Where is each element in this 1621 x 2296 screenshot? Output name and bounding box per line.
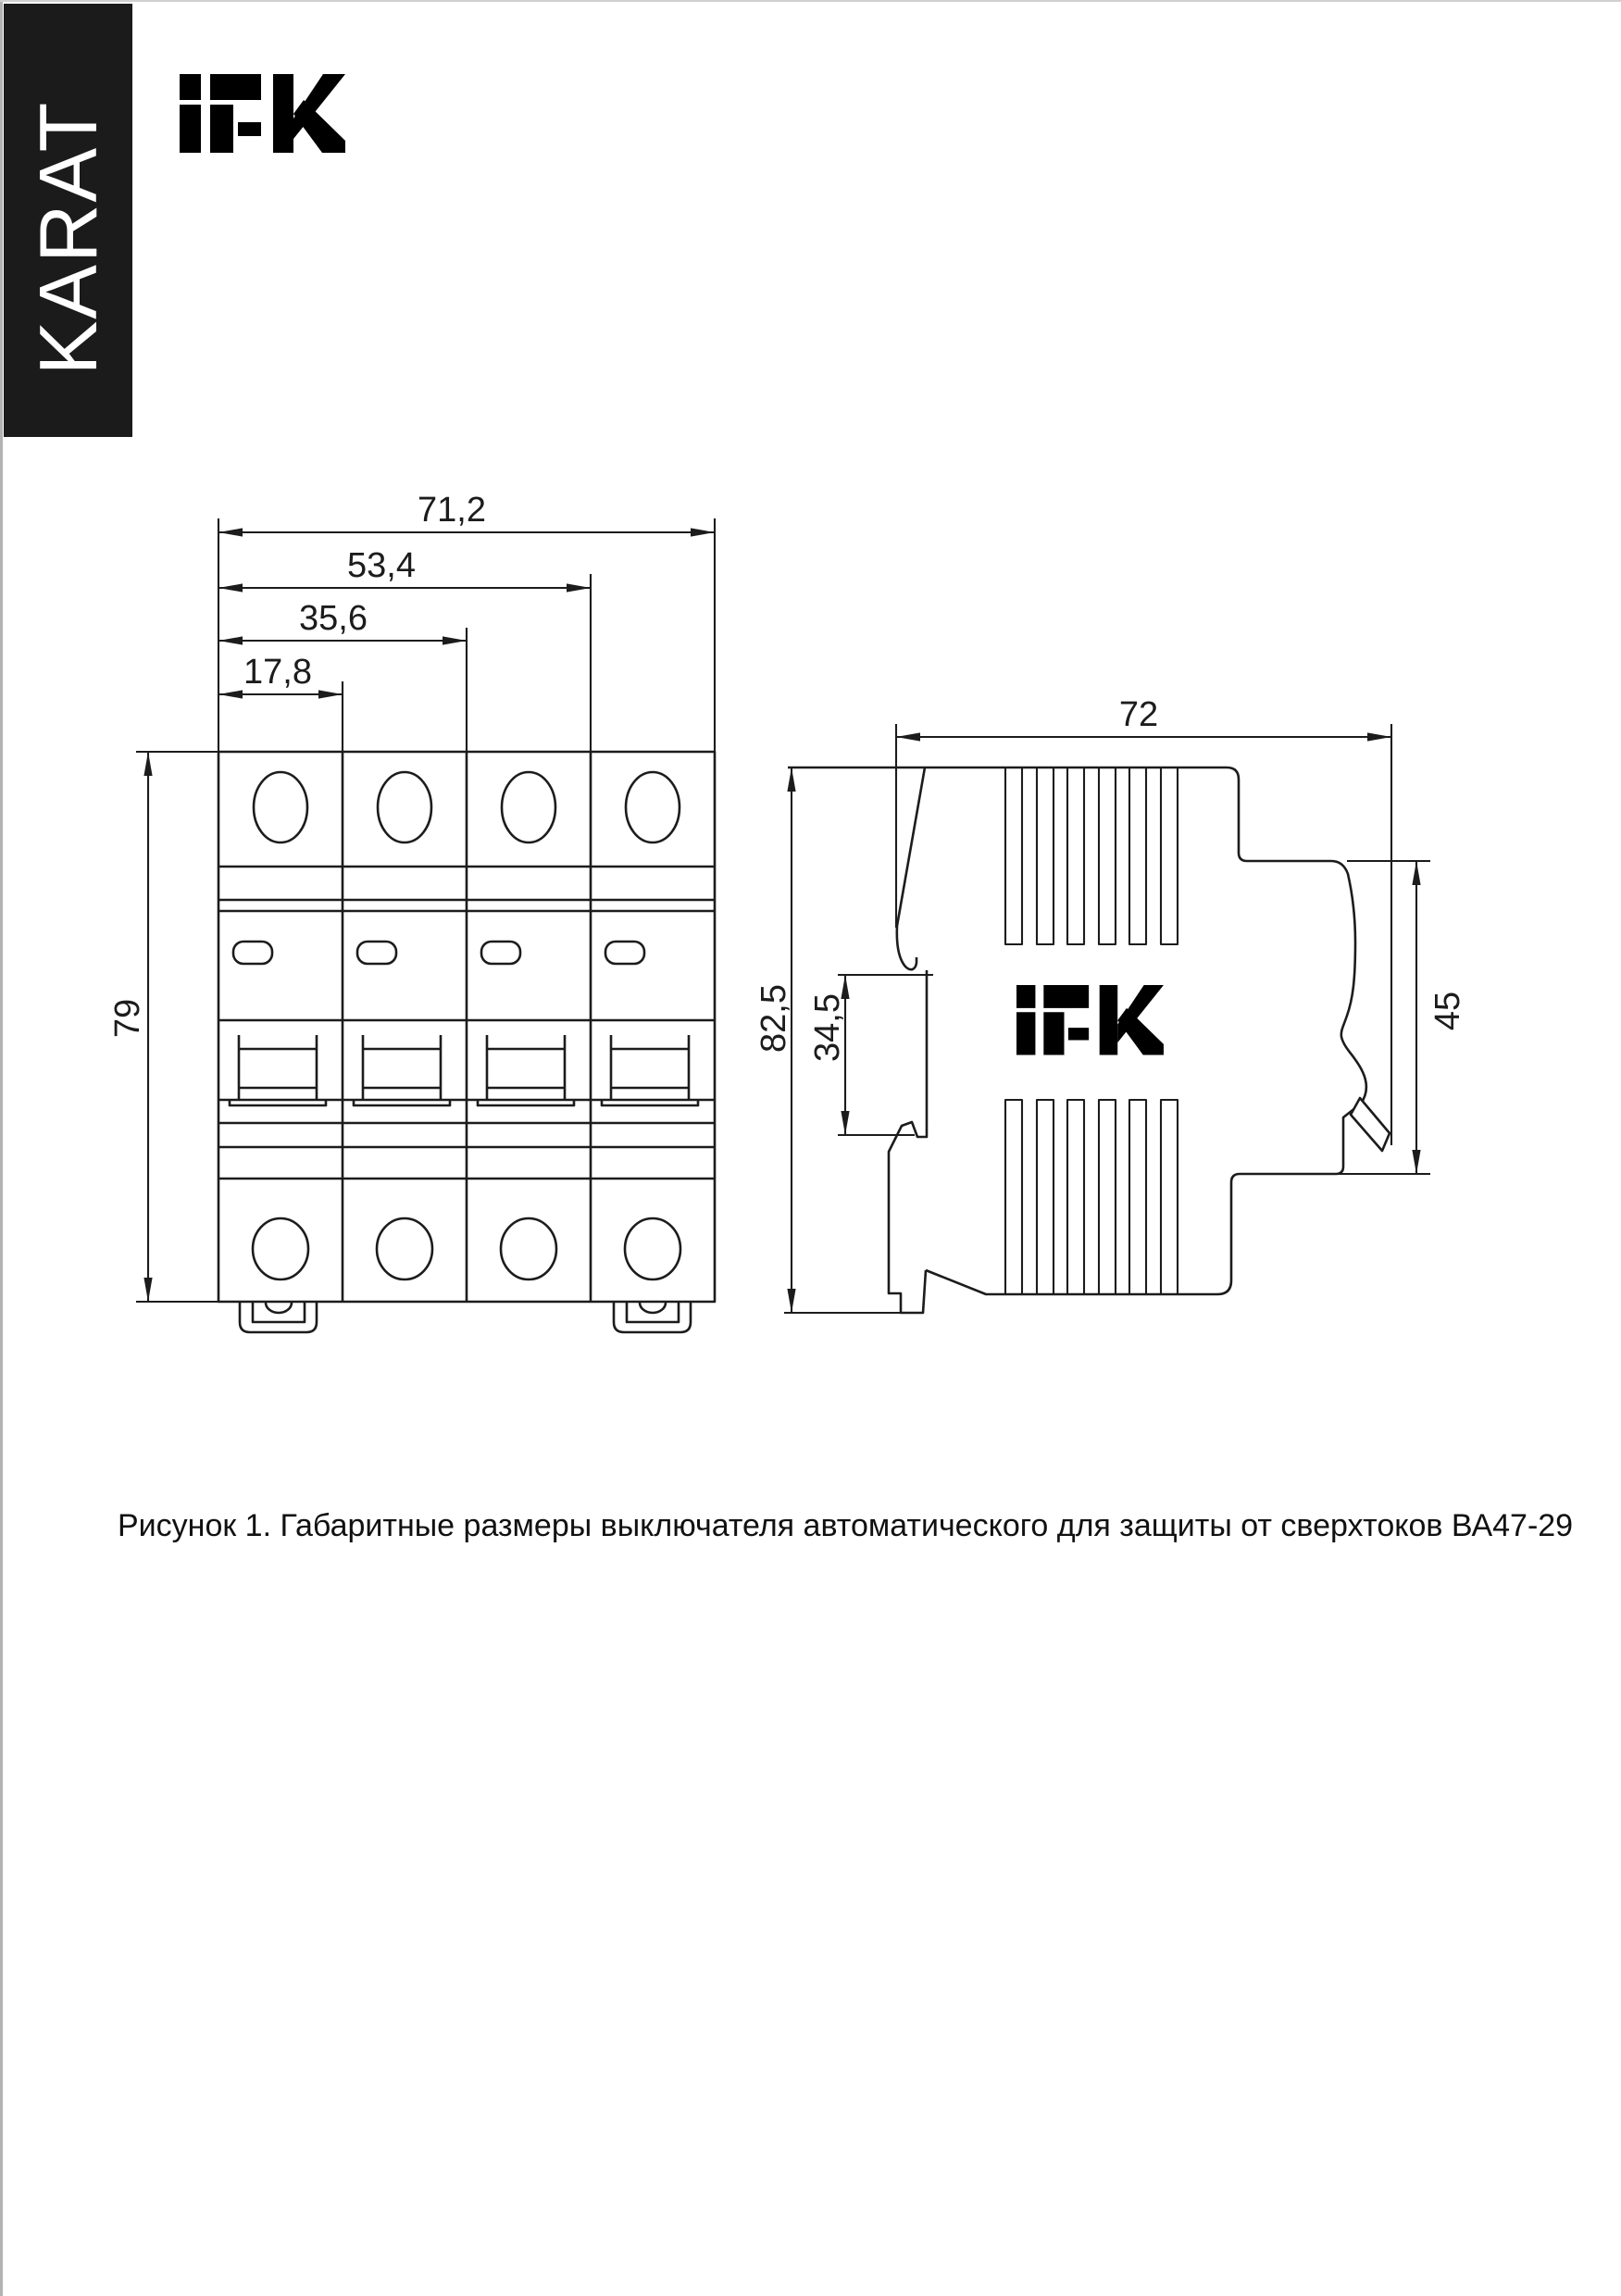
- dim-label-72: 72: [1118, 695, 1159, 734]
- front-din-clips: [240, 1302, 691, 1332]
- iek-logo-header: [180, 74, 345, 153]
- front-toggle-handles: [230, 1035, 698, 1105]
- side-vent-slots-top: [1005, 767, 1178, 944]
- side-din-clip: [889, 970, 927, 1313]
- dim-label-71-2: 71,2: [418, 491, 486, 530]
- side-vent-slots-bottom: [1005, 1100, 1178, 1294]
- iek-logo-body: [1016, 985, 1164, 1054]
- front-view: [108, 491, 715, 1332]
- side-view: [754, 695, 1467, 1313]
- figure-caption: Рисунок 1. Габаритные размеры выключателя автоматического для защиты от сверхтоков ВА47-29: [118, 1508, 1574, 1543]
- dim-label-35-6: 35,6: [299, 599, 368, 638]
- dim-label-79: 79: [108, 998, 147, 1039]
- dim-label-53-4: 53,4: [347, 546, 416, 585]
- karat-banner-label: KARAT: [21, 100, 114, 376]
- dim-label-17-8: 17,8: [243, 653, 312, 692]
- dim-label-34-5: 34,5: [808, 993, 847, 1062]
- front-dimensions: [108, 491, 715, 1302]
- front-pole-dividers: [343, 752, 591, 1302]
- front-marking-windows: [233, 942, 644, 964]
- side-back-claw: [897, 767, 925, 969]
- dim-label-45: 45: [1428, 991, 1467, 1031]
- side-toggle: [1351, 1098, 1390, 1151]
- dim-label-82-5: 82,5: [754, 984, 793, 1053]
